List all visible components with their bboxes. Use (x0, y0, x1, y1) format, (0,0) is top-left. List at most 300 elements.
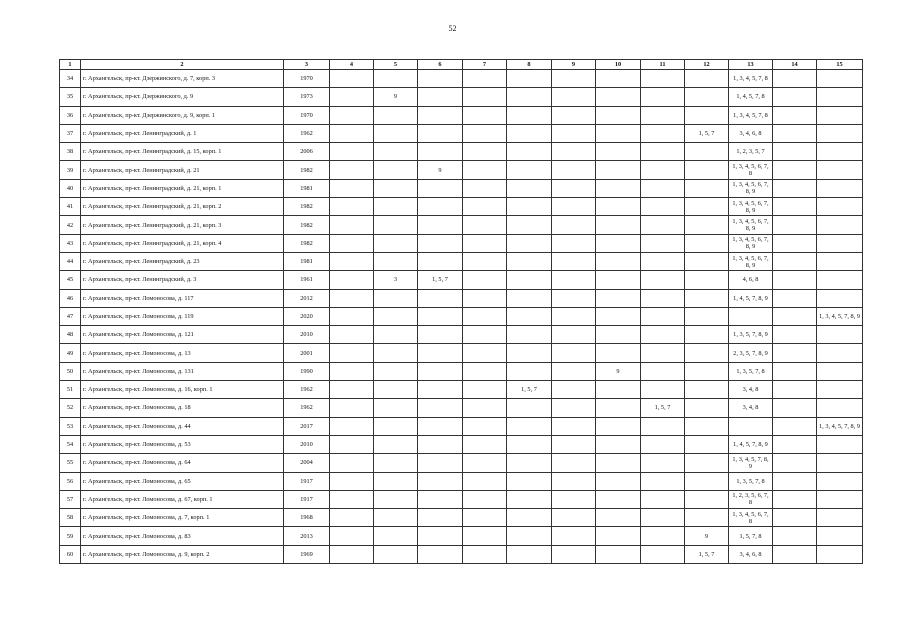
value-cell (596, 198, 641, 216)
value-cell (330, 490, 374, 508)
address-cell: г. Архангельск, пр-кт. Ленинградский, д. 21, корп. 4 (81, 234, 284, 252)
value-cell (330, 381, 374, 399)
address-cell: г. Архангельск, пр-кт. Ленинградский, д. 3 (81, 271, 284, 289)
value-cell (641, 527, 685, 545)
address-cell: г. Архангельск, пр-кт. Ломоносова, д. 83 (81, 527, 284, 545)
value-cell (374, 307, 418, 325)
value-cell (685, 326, 729, 344)
value-cell (773, 362, 817, 380)
value-cell (596, 179, 641, 197)
value-cell (685, 435, 729, 453)
value-cell (463, 472, 507, 490)
value-cell: 1, 3, 4, 5, 6, 7, 8, 9 (729, 198, 773, 216)
value-cell (552, 88, 596, 106)
value-cell (507, 161, 552, 179)
value-cell (641, 509, 685, 527)
address-cell: г. Архангельск, пр-кт. Ленинградский, д. 21, корп. 2 (81, 198, 284, 216)
value-cell (596, 70, 641, 88)
year-cell: 1962 (284, 399, 330, 417)
value-cell (641, 70, 685, 88)
value-cell (507, 472, 552, 490)
value-cell: 9 (685, 527, 729, 545)
address-cell: г. Архангельск, пр-кт. Дзержинского, д. 9, корп. 1 (81, 106, 284, 124)
value-cell (685, 216, 729, 234)
value-cell (596, 216, 641, 234)
value-cell (507, 454, 552, 472)
value-cell (817, 289, 863, 307)
row-number-cell: 53 (60, 417, 81, 435)
value-cell (418, 326, 463, 344)
row-number-cell: 38 (60, 143, 81, 161)
value-cell: 1, 5, 7 (685, 545, 729, 563)
value-cell (330, 435, 374, 453)
row-number-cell: 52 (60, 399, 81, 417)
value-cell (817, 454, 863, 472)
value-cell (418, 399, 463, 417)
value-cell (641, 179, 685, 197)
value-cell (552, 271, 596, 289)
value-cell: 1, 3, 5, 7, 8 (729, 472, 773, 490)
value-cell (552, 124, 596, 142)
value-cell (773, 307, 817, 325)
year-cell: 2004 (284, 454, 330, 472)
value-cell: 1, 3, 4, 5, 6, 7, 8 (729, 161, 773, 179)
value-cell (596, 435, 641, 453)
value-cell: 3, 4, 6, 8 (729, 124, 773, 142)
year-cell: 1990 (284, 362, 330, 380)
value-cell (374, 179, 418, 197)
value-cell (596, 106, 641, 124)
value-cell (552, 381, 596, 399)
row-number-cell: 60 (60, 545, 81, 563)
table-body (60, 70, 863, 564)
value-cell (374, 381, 418, 399)
value-cell (773, 179, 817, 197)
value-cell (641, 88, 685, 106)
value-cell (418, 252, 463, 270)
value-cell (641, 252, 685, 270)
value-cell (374, 417, 418, 435)
value-cell (817, 509, 863, 527)
row-number-cell: 45 (60, 271, 81, 289)
address-cell: г. Архангельск, пр-кт. Ломоносова, д. 67, корп. 1 (81, 490, 284, 508)
value-cell (374, 289, 418, 307)
value-cell (374, 509, 418, 527)
value-cell (552, 545, 596, 563)
table-row (60, 216, 863, 234)
value-cell (817, 399, 863, 417)
year-cell: 2013 (284, 527, 330, 545)
value-cell (552, 143, 596, 161)
value-cell (817, 344, 863, 362)
value-cell (507, 289, 552, 307)
value-cell (596, 344, 641, 362)
value-cell: 3, 4, 8 (729, 381, 773, 399)
row-number-cell: 42 (60, 216, 81, 234)
value-cell (330, 70, 374, 88)
value-cell (463, 289, 507, 307)
value-cell (507, 490, 552, 508)
value-cell (641, 143, 685, 161)
value-cell (418, 362, 463, 380)
value-cell (773, 161, 817, 179)
value-cell: 1, 3, 5, 7, 8 (729, 362, 773, 380)
value-cell (773, 70, 817, 88)
value-cell (817, 252, 863, 270)
value-cell (374, 143, 418, 161)
address-cell: г. Архангельск, пр-кт. Ленинградский, д. 21 (81, 161, 284, 179)
value-cell (773, 527, 817, 545)
value-cell (507, 70, 552, 88)
value-cell: 2, 3, 5, 7, 8, 9 (729, 344, 773, 362)
value-cell (463, 362, 507, 380)
column-header-15: 15 (817, 60, 863, 70)
value-cell (596, 289, 641, 307)
value-cell (817, 143, 863, 161)
value-cell (330, 216, 374, 234)
value-cell (641, 417, 685, 435)
value-cell (507, 179, 552, 197)
year-cell: 2010 (284, 435, 330, 453)
value-cell (330, 289, 374, 307)
value-cell (552, 70, 596, 88)
value-cell (641, 216, 685, 234)
value-cell (330, 198, 374, 216)
value-cell (463, 198, 507, 216)
year-cell: 1968 (284, 509, 330, 527)
address-cell: г. Архангельск, пр-кт. Ломоносова, д. 64 (81, 454, 284, 472)
value-cell (596, 88, 641, 106)
value-cell (596, 509, 641, 527)
value-cell (507, 234, 552, 252)
value-cell (552, 289, 596, 307)
row-number-cell: 40 (60, 179, 81, 197)
year-cell: 1982 (284, 216, 330, 234)
value-cell (552, 399, 596, 417)
value-cell (330, 179, 374, 197)
value-cell (729, 417, 773, 435)
value-cell (463, 399, 507, 417)
value-cell (685, 106, 729, 124)
value-cell (685, 417, 729, 435)
value-cell (596, 417, 641, 435)
value-cell (374, 527, 418, 545)
value-cell (463, 326, 507, 344)
table-row (60, 362, 863, 380)
value-cell (507, 509, 552, 527)
row-number-cell: 55 (60, 454, 81, 472)
row-number-cell: 58 (60, 509, 81, 527)
value-cell (685, 271, 729, 289)
value-cell (374, 216, 418, 234)
column-header-9: 9 (552, 60, 596, 70)
value-cell (596, 399, 641, 417)
table-row (60, 545, 863, 563)
value-cell (463, 252, 507, 270)
value-cell (374, 362, 418, 380)
address-cell: г. Архангельск, пр-кт. Ломоносова, д. 18 (81, 399, 284, 417)
year-cell: 1962 (284, 381, 330, 399)
row-number-cell: 39 (60, 161, 81, 179)
table-row (60, 509, 863, 527)
value-cell (374, 490, 418, 508)
year-cell: 1970 (284, 70, 330, 88)
table-row (60, 198, 863, 216)
value-cell (596, 527, 641, 545)
value-cell (330, 417, 374, 435)
value-cell (374, 198, 418, 216)
value-cell (641, 234, 685, 252)
value-cell (685, 198, 729, 216)
column-header-5: 5 (374, 60, 418, 70)
value-cell: 1, 3, 4, 5, 6, 7, 8, 9 (729, 216, 773, 234)
address-cell: г. Архангельск, пр-кт. Дзержинского, д. 7, корп. 3 (81, 70, 284, 88)
value-cell (330, 326, 374, 344)
value-cell (773, 326, 817, 344)
column-header-6: 6 (418, 60, 463, 70)
table-row (60, 417, 863, 435)
value-cell (507, 216, 552, 234)
value-cell (418, 307, 463, 325)
value-cell (596, 252, 641, 270)
value-cell (507, 271, 552, 289)
value-cell (552, 454, 596, 472)
value-cell (773, 381, 817, 399)
year-cell: 1970 (284, 106, 330, 124)
value-cell (596, 545, 641, 563)
value-cell (685, 252, 729, 270)
value-cell (817, 271, 863, 289)
value-cell: 1, 5, 7 (685, 124, 729, 142)
year-cell: 1969 (284, 545, 330, 563)
address-cell: г. Архангельск, пр-кт. Ломоносова, д. 117 (81, 289, 284, 307)
value-cell (374, 161, 418, 179)
value-cell (685, 509, 729, 527)
table-row (60, 161, 863, 179)
value-cell (641, 198, 685, 216)
value-cell (641, 161, 685, 179)
address-cell: г. Архангельск, пр-кт. Ломоносова, д. 131 (81, 362, 284, 380)
value-cell (552, 490, 596, 508)
column-header-2: 2 (81, 60, 284, 70)
value-cell (330, 509, 374, 527)
value-cell: 1, 2, 3, 5, 6, 7, 8 (729, 490, 773, 508)
value-cell (552, 417, 596, 435)
value-cell (641, 362, 685, 380)
column-header-13: 13 (729, 60, 773, 70)
value-cell (463, 490, 507, 508)
row-number-cell: 57 (60, 490, 81, 508)
value-cell (507, 399, 552, 417)
column-header-14: 14 (773, 60, 817, 70)
address-cell: г. Архангельск, пр-кт. Ломоносова, д. 119 (81, 307, 284, 325)
value-cell (596, 161, 641, 179)
value-cell (596, 271, 641, 289)
value-cell (463, 417, 507, 435)
value-cell (418, 490, 463, 508)
value-cell (773, 88, 817, 106)
address-cell: г. Архангельск, пр-кт. Ленинградский, д. 1 (81, 124, 284, 142)
row-number-cell: 56 (60, 472, 81, 490)
value-cell (817, 545, 863, 563)
value-cell (641, 472, 685, 490)
value-cell (374, 124, 418, 142)
value-cell (507, 527, 552, 545)
row-number-cell: 59 (60, 527, 81, 545)
value-cell (463, 179, 507, 197)
value-cell (552, 106, 596, 124)
value-cell (685, 70, 729, 88)
value-cell (817, 124, 863, 142)
value-cell (817, 472, 863, 490)
address-cell: г. Архангельск, пр-кт. Ломоносова, д. 16, корп. 1 (81, 381, 284, 399)
table-row (60, 399, 863, 417)
table-row (60, 289, 863, 307)
value-cell (641, 326, 685, 344)
value-cell (418, 198, 463, 216)
year-cell: 1917 (284, 472, 330, 490)
registry-table (59, 59, 863, 564)
value-cell: 9 (418, 161, 463, 179)
year-cell: 1961 (284, 271, 330, 289)
value-cell (418, 472, 463, 490)
value-cell (507, 106, 552, 124)
value-cell (596, 124, 641, 142)
value-cell (507, 124, 552, 142)
table-row (60, 527, 863, 545)
value-cell (685, 88, 729, 106)
row-number-cell: 50 (60, 362, 81, 380)
table-row (60, 472, 863, 490)
value-cell (773, 417, 817, 435)
value-cell (552, 509, 596, 527)
year-cell: 1982 (284, 198, 330, 216)
value-cell (507, 435, 552, 453)
value-cell (596, 381, 641, 399)
value-cell (641, 435, 685, 453)
value-cell (641, 307, 685, 325)
column-header-3: 3 (284, 60, 330, 70)
value-cell (641, 289, 685, 307)
value-cell (374, 454, 418, 472)
value-cell (463, 344, 507, 362)
value-cell (685, 362, 729, 380)
value-cell: 3, 4, 8 (729, 399, 773, 417)
value-cell (641, 124, 685, 142)
value-cell (817, 179, 863, 197)
header-row (60, 60, 863, 70)
column-header-1: 1 (60, 60, 81, 70)
value-cell (685, 454, 729, 472)
value-cell (463, 124, 507, 142)
value-cell (641, 344, 685, 362)
value-cell (773, 344, 817, 362)
column-header-11: 11 (641, 60, 685, 70)
value-cell (463, 381, 507, 399)
value-cell (817, 70, 863, 88)
value-cell (330, 307, 374, 325)
year-cell: 1981 (284, 179, 330, 197)
row-number-cell: 35 (60, 88, 81, 106)
value-cell (596, 490, 641, 508)
value-cell (418, 527, 463, 545)
value-cell (418, 509, 463, 527)
value-cell (463, 216, 507, 234)
value-cell (685, 143, 729, 161)
value-cell (418, 216, 463, 234)
year-cell: 2006 (284, 143, 330, 161)
row-number-cell: 37 (60, 124, 81, 142)
column-header-4: 4 (330, 60, 374, 70)
value-cell (685, 344, 729, 362)
value-cell (330, 527, 374, 545)
value-cell (773, 143, 817, 161)
value-cell (418, 435, 463, 453)
value-cell (374, 326, 418, 344)
value-cell (463, 435, 507, 453)
value-cell (773, 435, 817, 453)
value-cell (773, 399, 817, 417)
row-number-cell: 44 (60, 252, 81, 270)
value-cell (773, 509, 817, 527)
value-cell (418, 124, 463, 142)
year-cell: 1962 (284, 124, 330, 142)
value-cell: 1, 3, 4, 5, 6, 7, 8, 9 (729, 179, 773, 197)
value-cell (596, 454, 641, 472)
column-header-7: 7 (463, 60, 507, 70)
row-number-cell: 48 (60, 326, 81, 344)
value-cell (418, 545, 463, 563)
row-number-cell: 36 (60, 106, 81, 124)
page-number: 52 (448, 24, 457, 33)
value-cell (463, 70, 507, 88)
value-cell (641, 454, 685, 472)
year-cell: 1982 (284, 234, 330, 252)
year-cell: 2012 (284, 289, 330, 307)
table-row (60, 234, 863, 252)
value-cell (463, 545, 507, 563)
value-cell (817, 490, 863, 508)
value-cell (463, 509, 507, 527)
value-cell (330, 161, 374, 179)
value-cell (773, 106, 817, 124)
value-cell (817, 527, 863, 545)
value-cell (641, 490, 685, 508)
address-cell: г. Архангельск, пр-кт. Ломоносова, д. 13 (81, 344, 284, 362)
table-row (60, 326, 863, 344)
value-cell: 1, 3, 4, 5, 6, 7, 8, 9 (729, 234, 773, 252)
value-cell (463, 454, 507, 472)
value-cell (773, 271, 817, 289)
value-cell: 1, 4, 5, 7, 8 (729, 88, 773, 106)
value-cell (552, 472, 596, 490)
value-cell (418, 106, 463, 124)
value-cell (507, 326, 552, 344)
value-cell (773, 124, 817, 142)
address-cell: г. Архангельск, пр-кт. Ломоносова, д. 121 (81, 326, 284, 344)
table-row (60, 344, 863, 362)
value-cell (507, 143, 552, 161)
address-cell: г. Архангельск, пр-кт. Ломоносова, д. 9, корп. 2 (81, 545, 284, 563)
value-cell (596, 472, 641, 490)
value-cell (507, 362, 552, 380)
value-cell (596, 307, 641, 325)
value-cell (330, 124, 374, 142)
value-cell (552, 161, 596, 179)
value-cell (330, 454, 374, 472)
value-cell (330, 344, 374, 362)
value-cell: 9 (374, 88, 418, 106)
